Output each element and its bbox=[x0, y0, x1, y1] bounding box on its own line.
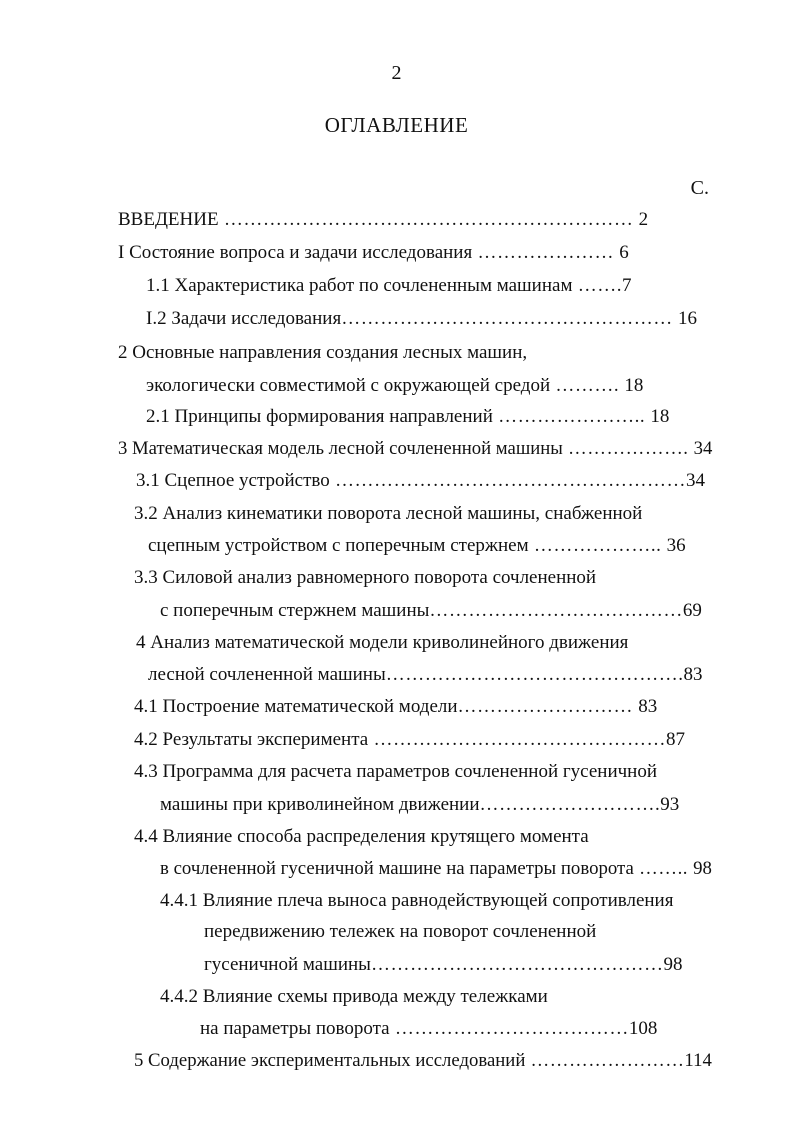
toc-entry[interactable] bbox=[118, 208, 648, 232]
toc-leader-dots: ……………………… bbox=[457, 696, 639, 717]
page-column-header: С. bbox=[690, 177, 709, 199]
toc-entry-text: 4 Анализ математической модели криволинейного движения bbox=[136, 632, 629, 653]
toc-entry[interactable] bbox=[134, 502, 642, 526]
toc-entry-text: в сочлененной гусеничной машине на параметры поворота bbox=[160, 858, 634, 879]
toc-leader-dots: ……………………………… bbox=[389, 1018, 629, 1039]
toc-entry[interactable] bbox=[136, 631, 628, 655]
toc-leader-dots: ………………… bbox=[472, 242, 620, 263]
toc-entry-text: передвижению тележек на поворот сочлененной bbox=[204, 921, 597, 942]
toc-entry-text: лесной сочлененной машины bbox=[148, 664, 386, 685]
toc-entry[interactable] bbox=[146, 374, 643, 398]
toc-entry[interactable] bbox=[146, 405, 669, 429]
toc-entry[interactable] bbox=[134, 1049, 712, 1073]
toc-entry-text: I.2 Задачи исследования bbox=[146, 308, 342, 329]
toc-entry-text: на параметры поворота bbox=[200, 1018, 390, 1039]
toc-entry-text: 4.3 Программа для расчета параметров сочлененной гусеничной bbox=[134, 761, 658, 782]
page-number: 2 bbox=[391, 62, 402, 84]
toc-page-number: 98 bbox=[693, 858, 712, 879]
toc-page-number: 87 bbox=[665, 729, 685, 750]
toc-entry-text: 2.1 Принципы формирования направлений bbox=[146, 406, 493, 427]
toc-entry-text: 4.2 Результаты эксперимента bbox=[134, 729, 369, 750]
toc-entry-text: экологически совместимой с окружающей средой bbox=[146, 375, 551, 396]
toc-leader-dots: ……………….. bbox=[528, 535, 667, 556]
toc-entry-text: ВВЕДЕНИЕ bbox=[118, 209, 219, 230]
toc-entry-text: 3.1 Сцепное устройство bbox=[136, 470, 330, 491]
toc-leader-dots: ……………………………………………… bbox=[329, 470, 686, 491]
toc-entry[interactable] bbox=[134, 728, 685, 752]
toc-page-number: 83 bbox=[683, 664, 703, 685]
toc-entry-text: 4.4.1 Влияние плеча выноса равнодействующей сопротивления bbox=[160, 890, 674, 911]
toc-leader-dots: ………………………………… bbox=[429, 600, 683, 621]
toc-entry-text: 4.1 Построение математической модели bbox=[134, 696, 458, 717]
toc-page-number: 36 bbox=[666, 535, 686, 556]
toc-entry-text: 4.4 Влияние способа распределения крутящего момента bbox=[134, 826, 589, 847]
toc-entry[interactable] bbox=[118, 341, 527, 365]
toc-entry-text: машины при криволинейном движении bbox=[160, 794, 480, 815]
toc-page-number: 18 bbox=[624, 375, 644, 396]
toc-page-number: 108 bbox=[628, 1018, 658, 1039]
toc-entry-text: 2 Основные направления создания лесных машин, bbox=[118, 342, 528, 363]
toc-leader-dots: ………………………. bbox=[479, 794, 661, 815]
toc-entry-text: с поперечным стержнем машины bbox=[160, 600, 430, 621]
toc-entry[interactable] bbox=[134, 695, 657, 719]
toc-entry[interactable] bbox=[134, 825, 589, 849]
toc-page-number: 16 bbox=[677, 308, 697, 329]
toc-entry-text: 4.4.2 Влияние схемы привода между тележками bbox=[160, 986, 548, 1007]
toc-entry[interactable] bbox=[134, 760, 657, 784]
toc-entry-text: 3 Математическая модель лесной сочлененной машины bbox=[118, 438, 563, 459]
toc-leader-dots: ……………………………………………………… bbox=[218, 209, 639, 230]
toc-entry[interactable] bbox=[160, 985, 548, 1009]
toc-entry[interactable] bbox=[200, 1017, 657, 1041]
toc-page-number: 83 bbox=[638, 696, 658, 717]
toc-entry-text: 3.3 Силовой анализ равномерного поворота сочлененной bbox=[134, 567, 597, 588]
toc-entry-text: I Состояние вопроса и задачи исследования bbox=[118, 242, 473, 263]
toc-entry[interactable] bbox=[136, 469, 705, 493]
toc-leader-dots: ……………………………………… bbox=[368, 729, 666, 750]
toc-page-number: 34 bbox=[693, 438, 713, 459]
toc-leader-dots: …………………… bbox=[525, 1050, 685, 1071]
toc-page-number: 34 bbox=[686, 470, 705, 491]
toc-entry-text: гусеничной машины bbox=[204, 954, 371, 975]
toc-page-number: 6 bbox=[619, 242, 629, 263]
toc-page-number: 18 bbox=[650, 406, 670, 427]
toc-leader-dots: ………………. bbox=[562, 438, 694, 459]
toc-entry[interactable] bbox=[204, 953, 682, 977]
toc-leader-dots: ……. bbox=[572, 275, 622, 296]
toc-page-number: 2 bbox=[638, 209, 649, 230]
toc-entry[interactable] bbox=[160, 889, 673, 913]
toc-entry-text: 3.2 Анализ кинематики поворота лесной машины, снабженной bbox=[134, 503, 643, 524]
toc-entry[interactable] bbox=[204, 920, 596, 944]
toc-entry-text: 1.1 Характеристика работ по сочлененным машинам bbox=[146, 275, 573, 296]
toc-page-number: 114 bbox=[684, 1050, 712, 1071]
toc-leader-dots: …….. bbox=[633, 858, 694, 879]
toc-leader-dots: ……………………………………… bbox=[370, 954, 664, 975]
toc-entry[interactable] bbox=[146, 274, 631, 298]
toc-entry[interactable] bbox=[160, 793, 679, 817]
toc-page-number: 93 bbox=[660, 794, 680, 815]
toc-leader-dots: ………………….. bbox=[492, 406, 651, 427]
toc-entry[interactable] bbox=[160, 857, 712, 881]
toc-entry[interactable] bbox=[118, 437, 712, 461]
toc-entry-text: сцепным устройством с поперечным стержнем bbox=[148, 535, 529, 556]
toc-page-number: 69 bbox=[682, 600, 702, 621]
toc-page-number: 7 bbox=[621, 275, 632, 296]
toc-leader-dots: …………………………………………… bbox=[341, 308, 678, 329]
toc-entry[interactable] bbox=[146, 307, 697, 331]
toc-entry[interactable] bbox=[160, 599, 702, 623]
page-title: ОГЛАВЛЕНИЕ bbox=[324, 113, 469, 137]
toc-leader-dots: ………. bbox=[550, 375, 625, 396]
toc-entry[interactable] bbox=[148, 663, 702, 687]
toc-leader-dots: ………………………………………. bbox=[385, 664, 684, 685]
toc-entry[interactable] bbox=[118, 241, 629, 265]
toc-entry[interactable] bbox=[134, 566, 596, 590]
toc-entry-text: 5 Содержание экспериментальных исследований bbox=[134, 1050, 526, 1071]
toc-entry[interactable] bbox=[148, 534, 686, 558]
toc-page-number: 98 bbox=[663, 954, 683, 975]
